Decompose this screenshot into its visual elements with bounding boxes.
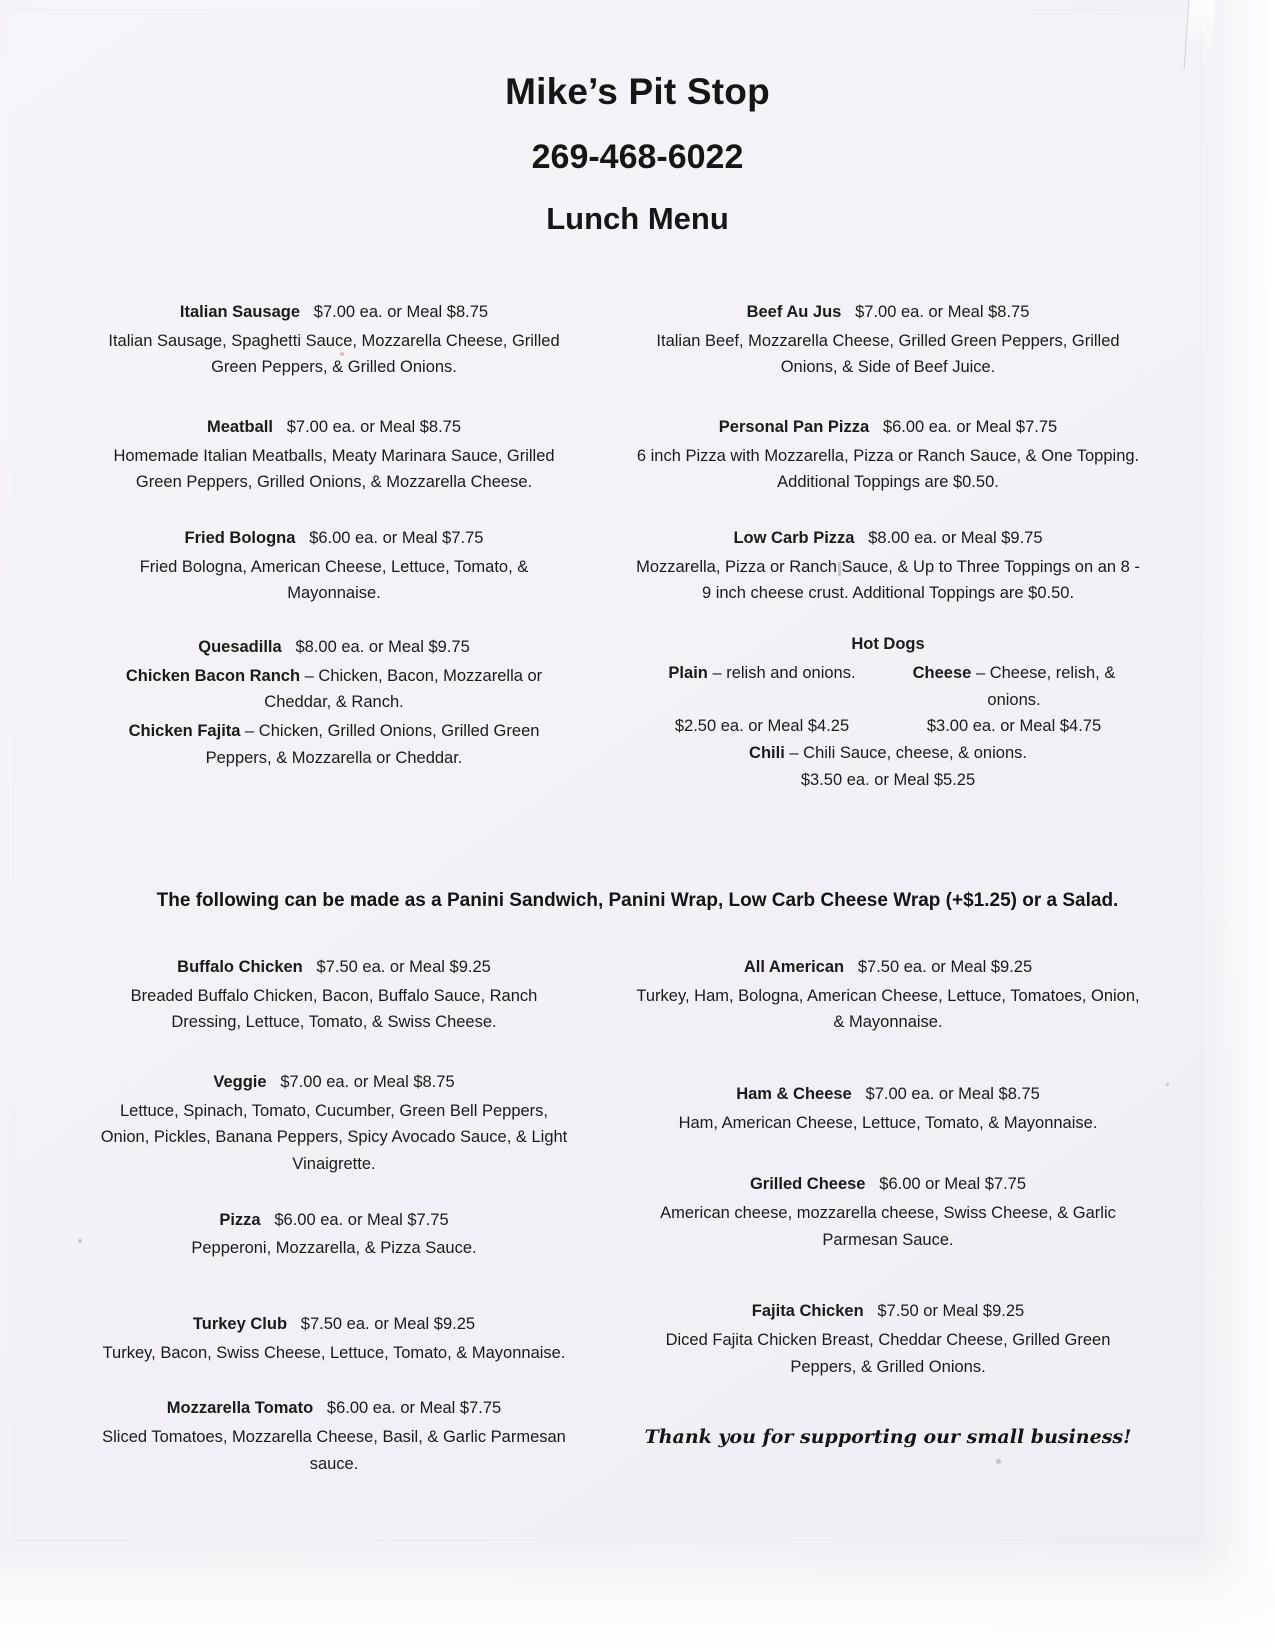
menu-item-description: Diced Fajita Chicken Breast, Cheddar Cheese, Grilled Green Peppers, & Grilled Onions.: [665, 1330, 1111, 1376]
menu-item-heading: [636, 1299, 1140, 1325]
menu-item-description: Sliced Tomatoes, Mozzarella Cheese, Basil, & Garlic Parmesan sauce.: [102, 1427, 566, 1473]
menu-item-heading: [636, 955, 1140, 981]
menu-item: [636, 415, 1140, 496]
menu-item-description: Breaded Buffalo Chicken, Bacon, Buffalo Sauce, Ranch Dressing, Lettuce, Tomato, & Swiss Cheese.: [130, 986, 538, 1032]
hot-dogs-section: [636, 635, 1140, 794]
hot-dog-plain-price: $2.50 ea. or Meal $4.25: [674, 717, 850, 736]
menu-item-description: American cheese, mozzarella cheese, Swiss Cheese, & Garlic Parmesan Sauce.: [660, 1203, 1116, 1249]
hot-dogs-price-row: [636, 713, 1140, 740]
hot-dog-description: – Chili Sauce, cheese, & onions.: [789, 744, 1027, 763]
menu-item: [96, 1312, 572, 1366]
menu-item-heading: [636, 526, 1140, 552]
menu-item-price: $7.50 ea. or Meal $9.25: [857, 958, 1033, 976]
menu-item-price: $7.00 ea. or Meal $8.75: [280, 1073, 455, 1091]
menu-item-heading: [636, 1172, 1140, 1198]
menu-item: [96, 955, 572, 1036]
panini-column-right: [590, 955, 1180, 1503]
thank-you-note: Thank you for supporting our small business!: [644, 1426, 1132, 1449]
menu-item: [96, 526, 572, 607]
variant-description: – Chicken, Bacon, Mozzarella or Cheddar, & Ranch.: [264, 666, 543, 712]
menu-item-name: Buffalo Chicken: [177, 958, 303, 976]
menu-item: [636, 1082, 1140, 1136]
menu-item-price: $6.00 ea. or Meal $7.75: [882, 418, 1058, 436]
menu-item-price: $7.00 ea. or Meal $8.75: [313, 303, 489, 321]
menu-item-name: Fried Bologna: [184, 529, 296, 547]
menu-item-name: Mozzarella Tomato: [166, 1399, 314, 1418]
menu-item-heading: [636, 1082, 1140, 1108]
menu-item-name: Turkey Club: [192, 1315, 288, 1333]
menu-item-price: $7.00 ea. or Meal $8.75: [865, 1085, 1040, 1103]
menu-item-description: Fried Bologna, American Cheese, Lettuce, Tomato, & Mayonnaise.: [139, 557, 529, 603]
menu-item: [636, 300, 1140, 381]
menu-item-name: Ham & Cheese: [736, 1085, 852, 1103]
variant-name: Chicken Fajita: [128, 722, 241, 740]
hot-dog-name: Cheese: [912, 664, 972, 682]
scan-edge-right: [1200, 0, 1275, 1650]
menu-item: [96, 1070, 572, 1178]
menu-item: [96, 300, 572, 381]
menu-item-name: Italian Sausage: [179, 303, 301, 321]
menu-column-left: [0, 300, 590, 814]
menu-item-price: $7.50 ea. or Meal $9.25: [316, 958, 491, 976]
quesadilla-variant-chicken-bacon-ranch: [96, 663, 572, 716]
menu-item-description: Pepperoni, Mozzarella, & Pizza Sauce.: [191, 1239, 477, 1258]
menu-item-price: $6.00 ea. or Meal $7.75: [326, 1399, 502, 1418]
menu-top-columns: [0, 300, 1275, 814]
menu-item-heading: [96, 526, 572, 552]
menu-item: [636, 955, 1140, 1036]
menu-item-heading: [96, 415, 572, 441]
menu-column-right: [590, 300, 1180, 814]
variant-description: – Chicken, Grilled Onions, Grilled Green Peppers, & Mozzarella or Cheddar.: [205, 722, 540, 767]
hot-dogs-row: [636, 660, 1140, 713]
menu-item: [636, 1172, 1140, 1253]
shop-title: Mike’s Pit Stop: [505, 71, 770, 112]
menu-item-price: $8.00 ea. or Meal $9.75: [295, 638, 470, 656]
menu-item-price: $6.00 ea. or Meal $7.75: [274, 1210, 449, 1229]
variant-name: Chicken Bacon Ranch: [125, 666, 301, 685]
hot-dog-chili: [636, 740, 1140, 767]
menu-item-name: Fajita Chicken: [751, 1302, 864, 1321]
menu-item-description: Homemade Italian Meatballs, Meaty Marinara Sauce, Grilled Green Peppers, Grilled Onions, & Mozzarella Cheese.: [113, 446, 555, 492]
menu-bottom-columns: [0, 955, 1275, 1503]
menu-item-name: Meatball: [206, 418, 273, 436]
hot-dog-name: Plain: [668, 664, 708, 682]
menu-item-heading: [96, 955, 572, 981]
menu-item-name: Quesadilla: [198, 638, 282, 656]
menu-item-description: Lettuce, Spinach, Tomato, Cucumber, Green Bell Peppers, Onion, Pickles, Banana Peppers, Spicy Avocado Sauce, & Light Vinaigrette.: [100, 1101, 568, 1173]
menu-item-name: Personal Pan Pizza: [718, 418, 870, 436]
quesadilla-variant-chicken-fajita: [96, 718, 572, 771]
menu-item-name: Veggie: [213, 1073, 267, 1091]
menu-item-description: Ham, American Cheese, Lettuce, Tomato, & Mayonnaise.: [678, 1113, 1098, 1132]
menu-item-price: $7.50 or Meal $9.25: [877, 1302, 1025, 1321]
menu-item-heading: [96, 300, 572, 326]
menu-item-price: $6.00 ea. or Meal $7.75: [309, 529, 484, 547]
menu-item-description: Italian Beef, Mozzarella Cheese, Grilled Green Peppers, Grilled Onions, & Side of Beef Juice.: [656, 331, 1120, 377]
menu-item-heading: [96, 1070, 572, 1096]
menu-item-heading: [96, 1208, 572, 1234]
menu-item-description: Italian Sausage, Spaghetti Sauce, Mozzarella Cheese, Grilled Green Peppers, & Grilled Onions.: [108, 331, 560, 377]
panini-column-left: [0, 955, 590, 1503]
menu-item-name: Low Carb Pizza: [733, 529, 855, 547]
menu-item: [96, 415, 572, 496]
menu-item-description: Turkey, Bacon, Swiss Cheese, Lettuce, Tomato, & Mayonnaise.: [102, 1343, 566, 1362]
menu-header: [0, 72, 1275, 236]
menu-item: [636, 1299, 1140, 1380]
menu-item: [96, 1396, 572, 1477]
menu-item-price: $7.00 ea. or Meal $8.75: [286, 418, 462, 436]
menu-item-name: Grilled Cheese: [749, 1175, 866, 1194]
menu-item-price: $8.00 ea. or Meal $9.75: [868, 529, 1043, 547]
menu-item-name: All American: [743, 958, 845, 976]
hot-dog-description: – Cheese, relish, & onions.: [975, 664, 1116, 709]
menu-item-price: $7.50 ea. or Meal $9.25: [300, 1315, 476, 1333]
hot-dog-cheese-price: $3.00 ea. or Meal $4.75: [926, 717, 1102, 736]
quesadilla-group: [96, 635, 572, 771]
hot-dog-description: – relish and onions.: [712, 664, 856, 682]
menu-item-description: 6 inch Pizza with Mozzarella, Pizza or Ranch Sauce, & One Topping. Additional Toppings are $0.50.: [636, 446, 1140, 492]
shop-phone: 269-468-6022: [531, 137, 744, 176]
menu-item-heading: [96, 1396, 572, 1422]
menu-kind-heading: Lunch Menu: [546, 201, 729, 237]
menu-item: [96, 1208, 572, 1262]
hot-dog-cheese: [888, 660, 1140, 713]
menu-item: [636, 526, 1140, 607]
menu-item-heading: [636, 300, 1140, 326]
menu-item-heading: [96, 635, 572, 661]
hot-dogs-title: Hot Dogs: [851, 635, 925, 653]
menu-item-price: $7.00 ea. or Meal $8.75: [855, 303, 1030, 321]
menu-item-heading: [636, 415, 1140, 441]
hot-dog-plain: [636, 660, 888, 713]
panini-banner: The following can be made as a Panini Sandwich, Panini Wrap, Low Carb Cheese Wrap (+$1.25) or a Salad.: [156, 890, 1119, 911]
scan-edge-bottom: [0, 1540, 1275, 1650]
menu-item-name: Pizza: [219, 1210, 261, 1229]
menu-item-description: Mozzarella, Pizza or Ranch Sauce, & Up to Three Toppings on an 8 - 9 inch cheese crust. Additional Toppings are $0.50.: [636, 557, 1140, 603]
menu-item-price: $6.00 or Meal $7.75: [879, 1175, 1027, 1194]
hot-dog-chili-price: $3.50 ea. or Meal $5.25: [800, 770, 976, 789]
hot-dog-name: Chili: [749, 744, 785, 763]
menu-item-description: Turkey, Ham, Bologna, American Cheese, Lettuce, Tomatoes, Onion, & Mayonnaise.: [636, 986, 1140, 1032]
menu-item-name: Beef Au Jus: [746, 303, 842, 321]
menu-item-heading: [96, 1312, 572, 1338]
